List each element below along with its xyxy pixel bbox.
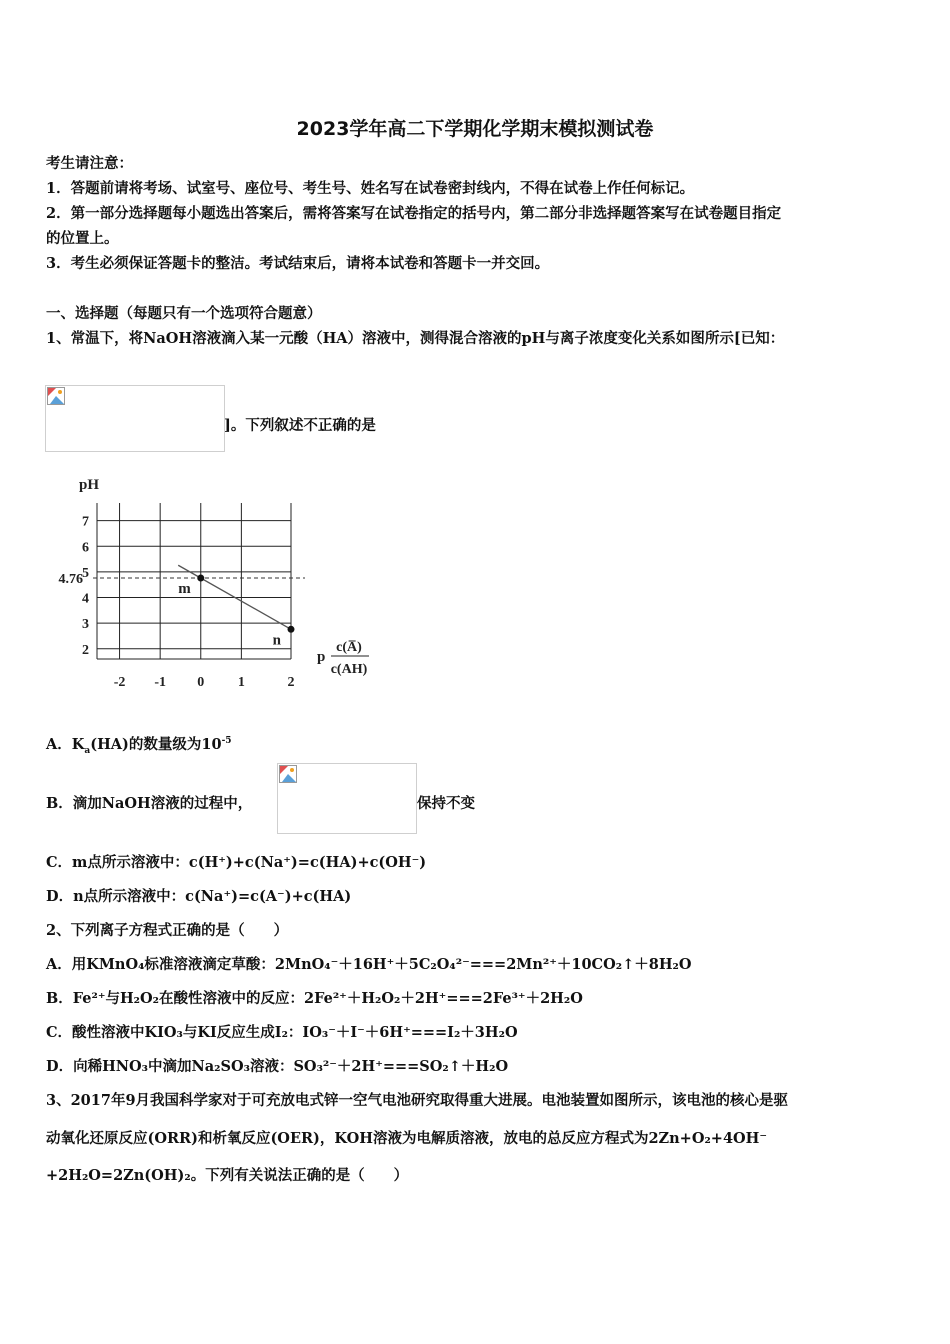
q1-stem: 1、常温下，将NaOH溶液滴入某一元酸（HA）溶液中，测得混合溶液的pH与离子浓度变化关系如图所示[已知： — [46, 330, 785, 347]
x-tick-label: 1 — [237, 675, 245, 690]
data-point — [197, 575, 204, 582]
data-point — [288, 626, 295, 633]
formula-image-placeholder — [45, 385, 225, 452]
q1-option-d: D．n点所示溶液中：c(Na⁺)=c(A⁻)+c(HA) — [46, 888, 352, 905]
q2-option-c: C．酸性溶液中KIO₃与KI反应生成I₂：IO₃⁻＋I⁻＋6H⁺===I₂＋3H₂O — [46, 1024, 518, 1041]
q1-option-c: C．m点所示溶液中：c(H⁺)+c(Na⁺)=c(HA)+c(OH⁻) — [46, 854, 427, 871]
y-tick-label: 7 — [82, 514, 89, 530]
q2-option-d: D．向稀HNO₃中滴加Na₂SO₃溶液：SO₃²⁻＋2H⁺===SO₂↑＋H₂O — [46, 1058, 509, 1075]
section-heading: 一、选择题（每题只有一个选项符合题意） — [46, 305, 322, 322]
x-axis-label-prefix: p — [317, 649, 326, 665]
point-label: m — [178, 581, 191, 598]
ph-chart — [40, 470, 390, 700]
notice-item: 2．第一部分选择题每小题选出答案后，需将答案写在试卷指定的括号内，第二部分非选择题答案写在试卷题目指定 — [46, 205, 782, 222]
emphasis-text: 不正确 — [303, 417, 347, 434]
y-tick-label: 5 — [82, 565, 89, 581]
reference-label: 4.76 — [58, 572, 83, 588]
q1-option-b-tail: 保持不变 — [417, 795, 475, 812]
x-tick-label: 0 — [197, 675, 205, 690]
y-tick-label: 6 — [82, 540, 89, 556]
broken-image-icon — [279, 765, 297, 783]
q1-option-a: A．$K_a(HA)$的数量级为$10^{-5}$ — [46, 736, 232, 756]
y-tick-label: 3 — [82, 617, 89, 633]
notice-item: 3．考生必须保证答题卡的整洁。考试结束后，请将本试卷和答题卡一并交回。 — [46, 255, 550, 272]
y-axis-label: pH — [78, 477, 100, 493]
q3-line: 动氧化还原反应(ORR)和析氧反应(OER)，KOH溶液为电解质溶液，放电的总反应方程式为2Zn+O₂+4OH⁻ — [46, 1130, 768, 1147]
notice-item: 的位置上。 — [46, 230, 119, 247]
q2-option-b: B．Fe²⁺与H₂O₂在酸性溶液中的反应：2Fe²⁺＋H₂O₂＋2H⁺===2Fe³⁺＋2H₂O — [46, 990, 583, 1007]
broken-image-icon — [47, 387, 65, 405]
page-title: 2023学年高二下学期化学期末模拟测试卷 — [296, 118, 654, 140]
q3-line: +2H₂O=2Zn(OH)₂。下列有关说法正确的是（ ） — [46, 1167, 409, 1184]
q2-stem: 2、下列离子方程式正确的是（ ） — [46, 922, 289, 939]
q1-stem-continued: ]。下列叙述不正确的是 — [224, 414, 376, 435]
y-tick-label: 2 — [82, 642, 89, 658]
notice-item: 1．答题前请将考场、试室号、座位号、考生号、姓名写在试卷密封线内，不得在试卷上作任何标记。 — [46, 180, 695, 197]
q1-option-b: B．滴加NaOH溶液的过程中， — [46, 795, 253, 812]
q2-option-a: A．用KMnO₄标准溶液滴定草酸：2MnO₄⁻＋16H⁺＋5C₂O₄²⁻===2Mn²⁺＋10CO₂↑＋8H₂O — [46, 956, 692, 973]
notice-heading: 考生请注意： — [46, 155, 133, 172]
x-tick-label: -2 — [113, 675, 126, 690]
q3-line: 3、2017年9月我国科学家对于可充放电式锌一空气电池研究取得重大进展。电池装置如图所示，该电池的核心是驱 — [46, 1092, 789, 1109]
x-tick-label: 2 — [287, 675, 295, 690]
y-tick-label: 4 — [82, 591, 89, 607]
point-label: n — [272, 632, 281, 649]
x-axis-label-numerator: c(A̅) — [336, 640, 362, 655]
x-tick-label: -1 — [154, 675, 166, 690]
x-axis-label-denominator: c(AH) — [330, 662, 368, 677]
formula-image-placeholder — [277, 763, 417, 834]
